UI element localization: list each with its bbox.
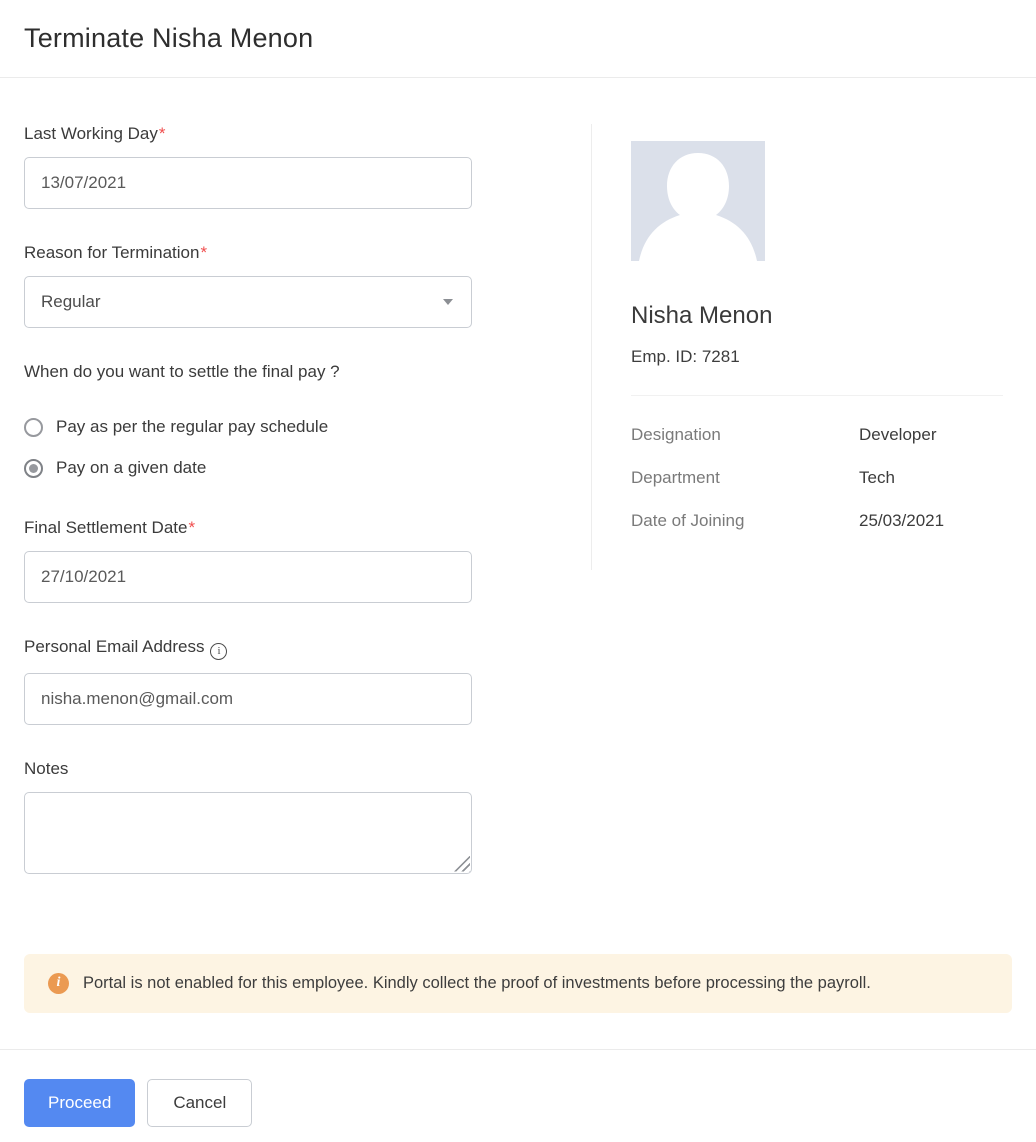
info-circle-icon: i [48,973,69,994]
page-title: Terminate Nisha Menon [24,23,314,53]
employee-summary-panel [591,124,1012,570]
detail-label: Date of Joining [631,511,745,530]
chevron-down-icon [443,299,453,305]
notes-group [24,759,472,874]
banner-text: Portal is not enabled for this employee. Kindly collect the proof of investments before processing the payroll. [83,973,871,992]
label-text: Reason for Termination [24,243,200,262]
required-asterisk: * [200,243,208,262]
detail-label: Designation [631,425,721,444]
detail-row-date-of-joining [631,511,1003,531]
label-text: Final Settlement Date [24,518,188,537]
radio-label: Pay on a given date [56,458,207,477]
last-working-day-group [24,124,472,209]
employee-avatar [631,141,765,261]
radio-pay-given-date[interactable] [24,458,472,478]
main-content [0,78,1036,908]
detail-value: Developer [859,425,937,444]
personal-email-group [24,637,472,725]
last-working-day-input[interactable] [24,157,472,209]
detail-value: 25/03/2021 [859,511,945,530]
notes-label: Notes [24,758,69,778]
label-text: Personal Email Address [24,637,205,656]
radio-button-icon [24,459,43,478]
employee-name: Nisha Menon [631,302,773,329]
employee-details [631,395,1003,531]
notes-textarea[interactable] [24,792,472,874]
radio-button-icon [24,418,43,437]
radio-label: Pay as per the regular pay schedule [56,417,329,436]
required-asterisk: * [158,124,166,143]
detail-label: Department [631,468,720,487]
proceed-button[interactable]: Proceed [24,1079,135,1127]
termination-reason-group [24,243,472,328]
termination-reason-label [24,243,472,263]
final-settlement-date-label [24,518,472,538]
label-text: Last Working Day [24,124,158,143]
final-pay-settle-section [24,362,472,478]
termination-reason-select[interactable] [24,276,472,328]
portal-warning-banner [24,954,1012,1013]
employee-id: Emp. ID: 7281 [631,347,740,366]
detail-value: Tech [859,468,895,487]
termination-form [24,124,472,908]
last-working-day-label [24,124,472,144]
selected-option: Regular [41,292,101,311]
personal-email-input[interactable] [24,673,472,725]
footer-actions [0,1049,1036,1127]
cancel-button[interactable]: Cancel [147,1079,252,1127]
final-settlement-date-group [24,518,472,603]
detail-row-department [631,468,1003,488]
final-settlement-date-input[interactable] [24,551,472,603]
personal-email-label [24,637,472,660]
settle-question: When do you want to settle the final pay ? [24,362,340,381]
page-header [0,0,1036,78]
detail-row-designation [631,425,1003,445]
info-icon[interactable]: i [210,643,227,660]
notes-textarea-wrap [24,792,472,874]
required-asterisk: * [188,518,196,537]
radio-pay-regular-schedule[interactable] [24,417,472,437]
